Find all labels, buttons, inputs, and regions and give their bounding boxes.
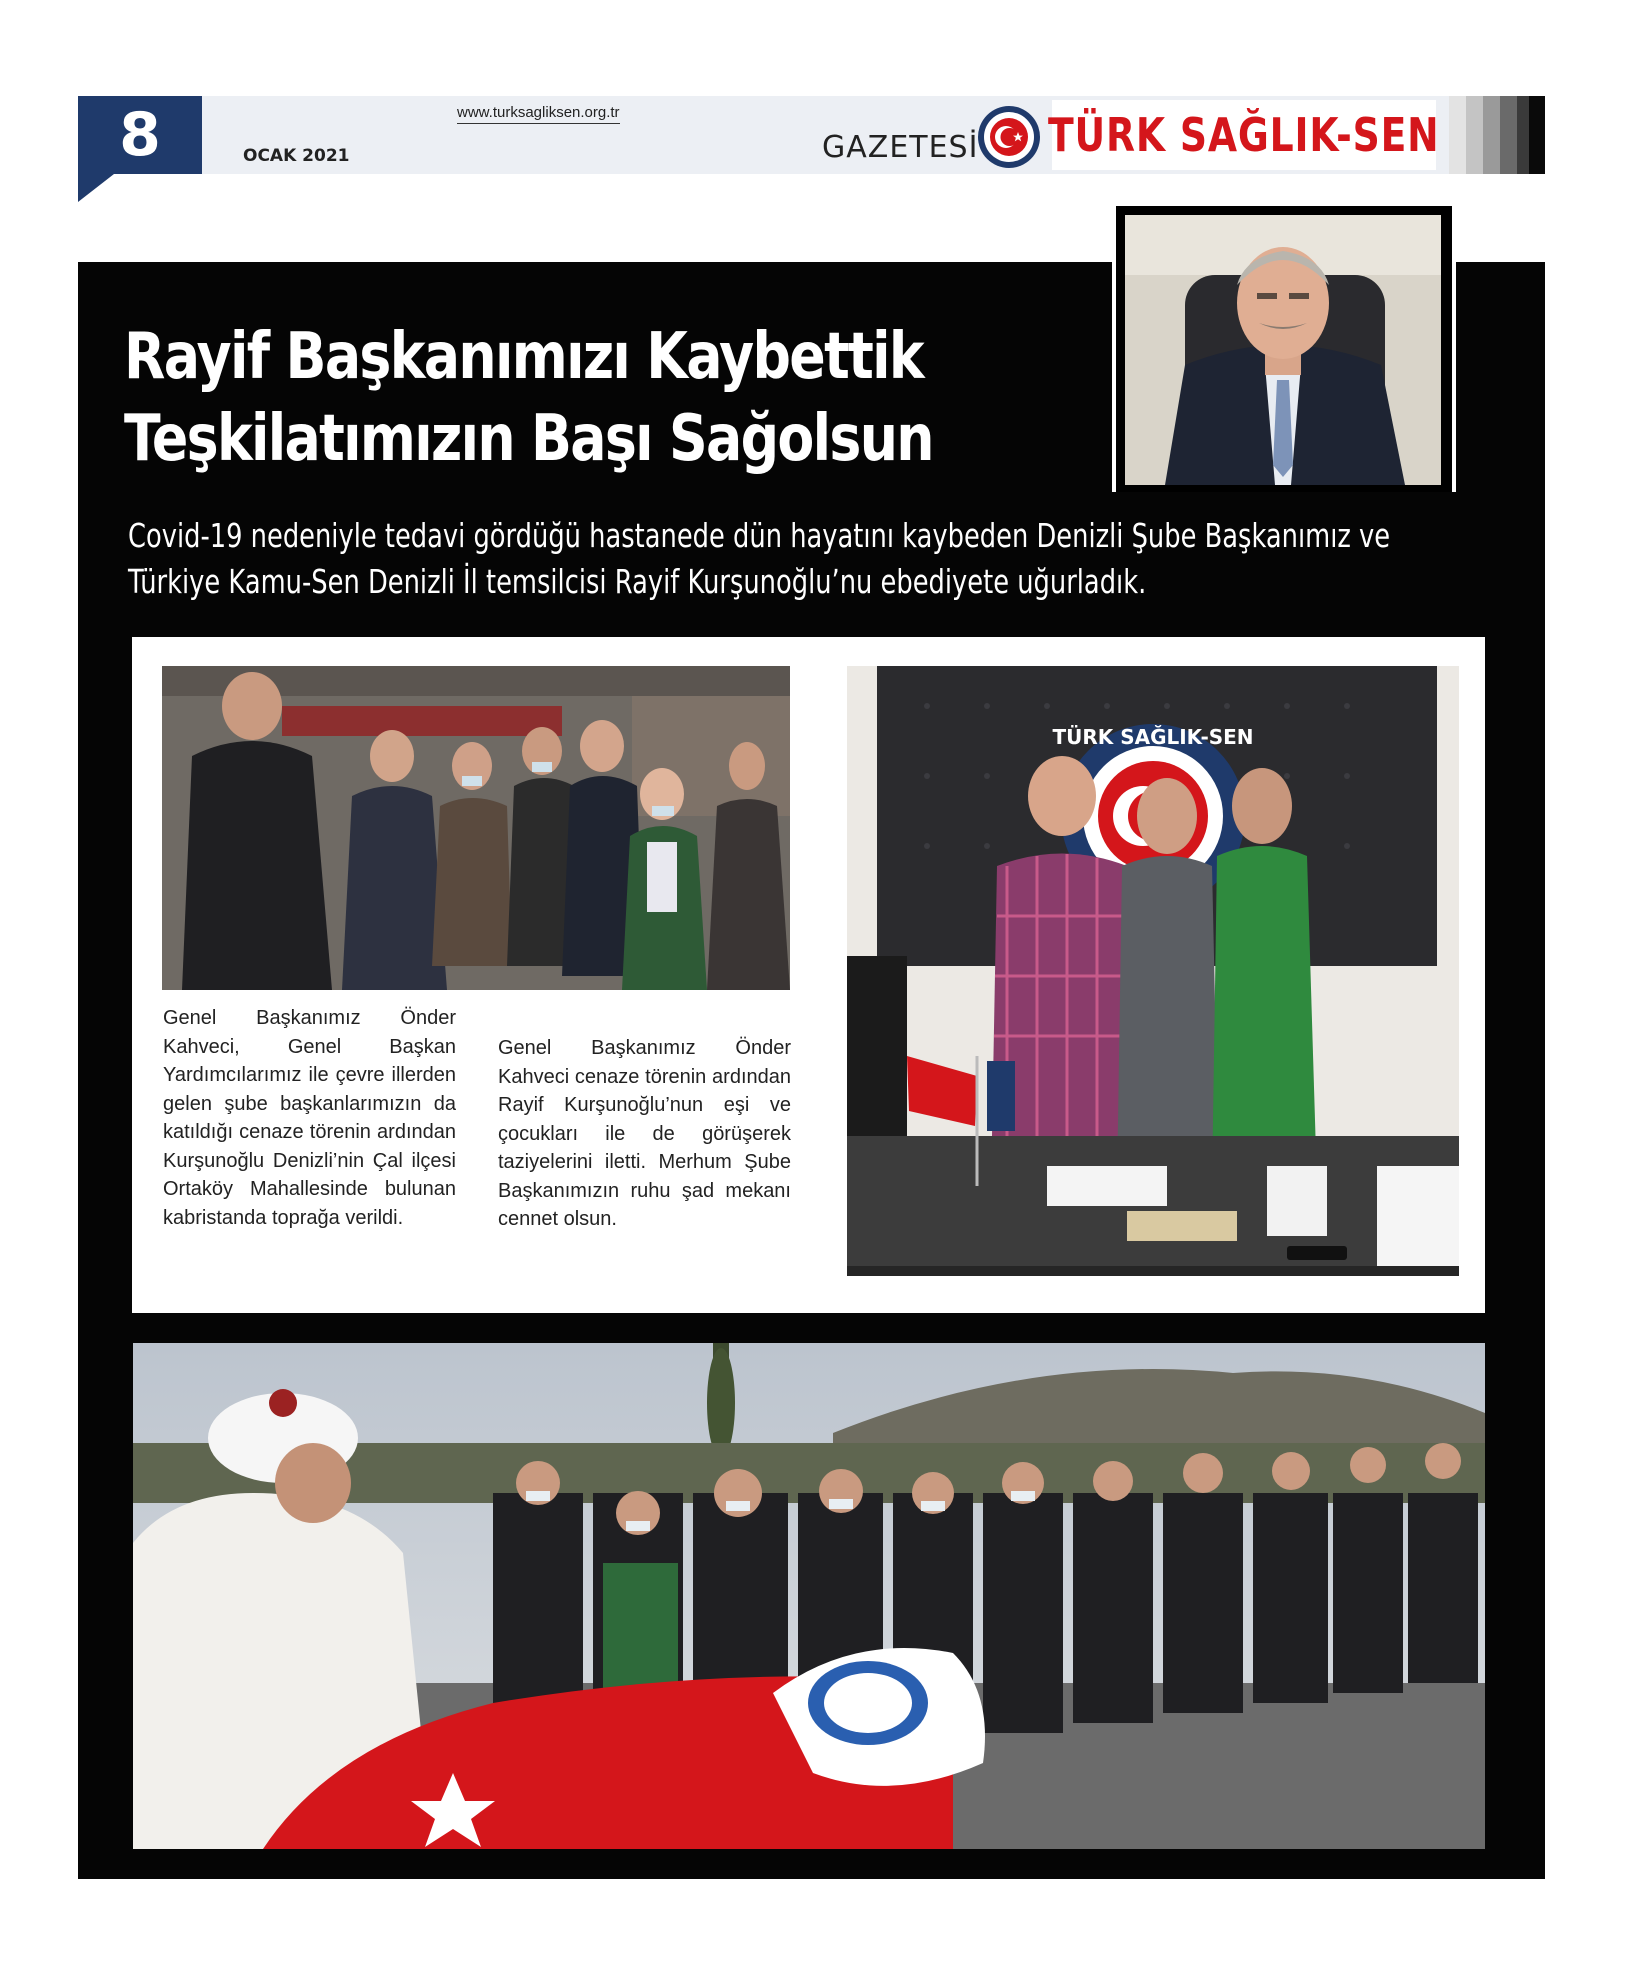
header-stripe bbox=[1483, 96, 1500, 174]
portrait-photo bbox=[1125, 215, 1441, 485]
headline-line-2: Teşkilatımızın Başı Sağolsun bbox=[124, 402, 933, 476]
funeral-prayer-photo bbox=[133, 1343, 1485, 1849]
header-stripe bbox=[1449, 96, 1466, 174]
condolence-crowd-photo bbox=[162, 666, 790, 990]
issue-date: OCAK 2021 bbox=[243, 146, 350, 166]
header-stripe bbox=[1466, 96, 1483, 174]
headline bbox=[124, 316, 1084, 480]
header-stripe bbox=[1517, 96, 1529, 174]
brand-name: TÜRK SAĞLIK-SEN bbox=[1048, 108, 1440, 162]
office-visit-photo bbox=[847, 666, 1459, 1276]
lead-line-2: Türkiye Kamu-Sen Denizli İl temsilcisi Rayif Kurşunoğlu’nu ebediyete uğurladık. bbox=[128, 562, 1147, 601]
headline-line-1: Rayif Başkanımızı Kaybettik bbox=[124, 320, 923, 394]
header-stripe bbox=[1500, 96, 1517, 174]
newspaper-label: GAZETESİ bbox=[822, 130, 979, 165]
website-link[interactable]: www.turksagliksen.org.tr bbox=[457, 104, 620, 124]
lead-line-1: Covid-19 nedeniyle tedavi gördüğü hastanede dün hayatını kaybeden Denizli Şube Başkanımız ve bbox=[128, 516, 1391, 555]
header-stripe bbox=[1529, 96, 1545, 174]
page-number: 8 bbox=[78, 96, 202, 174]
caption-left: Genel Başkanımız Önder Kahveci, Genel Başkan Yardımcılarımız ile çevre illerden gelen şube başkanlarımızın da katıldığı cenaze törenin ardından Kurşunoğlu Denizli’nin Çal ilçesi Ortaköy Mahallesinde bulunan kabristanda toprağa verildi. bbox=[163, 1007, 456, 1229]
caption-right: Genel Başkanımız Önder Kahveci cenaze törenin ardından Rayif Kurşunoğlu’nun eşi ve çocukları ile de görüşerek taziyelerini iletti. Merhum Şube Başkanımızın ruhu şad mekanı cennet olsun. bbox=[498, 1037, 791, 1230]
brand-logo bbox=[1048, 100, 1440, 170]
page-number-tab-corner bbox=[78, 174, 114, 202]
lead-paragraph bbox=[128, 513, 1528, 605]
union-emblem-icon bbox=[976, 104, 1042, 170]
office-wall-logo-text: TÜRK SAĞLIK-SEN bbox=[1052, 725, 1254, 749]
